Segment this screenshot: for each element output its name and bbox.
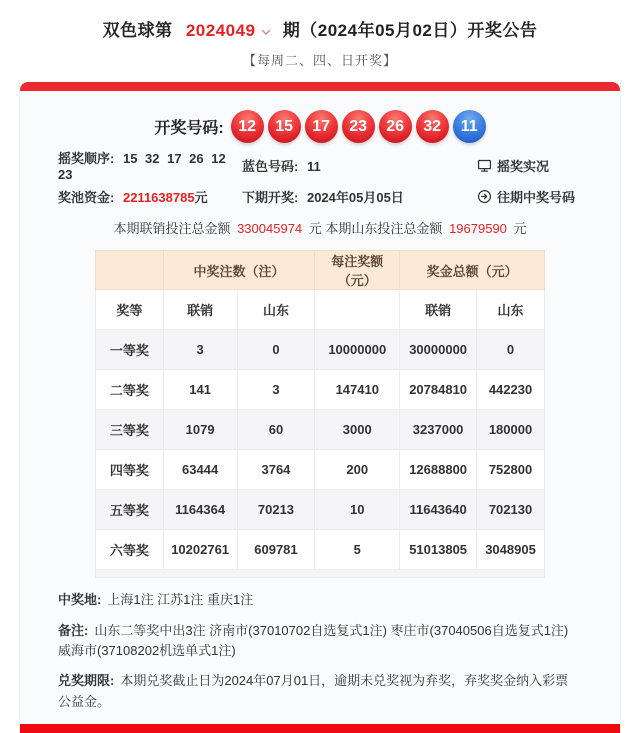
cell-total-national: 20784810 [400,370,477,410]
shake-order-label: 摇奖顺序: [58,151,115,166]
sub-header-shandong2: 山东 [477,290,545,330]
cell-total-shandong: 702130 [477,490,545,530]
winning-numbers-label: 开奖号码: [154,120,224,137]
cell-per-prize: 3000 [315,410,400,450]
prize-table [95,250,545,578]
monitor-icon [477,158,492,173]
shandong-sales-amount: 19679590 [449,221,507,236]
blue-number [242,156,477,175]
table-row [96,490,545,530]
cell-level: 二等奖 [96,370,164,410]
cell-total-shandong: 752800 [477,450,545,490]
cell-count-shandong: 3764 [237,450,315,490]
table-footer-strip [96,570,545,578]
blue-number-label: 蓝色号码: [242,158,299,174]
deadline-value: 本期兑奖截止日为2024年07月01日，逾期未兑奖视为弃奖，弃奖奖金纳入彩票公益金。 [58,673,569,709]
red-ball: 15 [268,110,301,143]
sub-header-shandong: 山东 [237,290,315,330]
cell-total-national: 3237000 [400,410,477,450]
live-draw-label: 摇奖实况 [497,158,550,174]
cell-total-shandong: 442230 [477,370,545,410]
shake-order [58,148,242,182]
winning-places-note [20,590,620,610]
table-group-header-row [96,251,545,290]
sub-header-empty [315,290,400,330]
history-numbers-label: 往期中奖号码 [497,189,576,205]
deadline-label: 兑奖期限: [58,673,115,689]
cell-count-national: 10202761 [163,530,237,570]
group-header-counts: 中奖注数（注） [163,251,315,290]
cell-count-national: 3 [163,330,237,370]
sales-totals-line [20,218,620,237]
announcement-panel [19,82,621,733]
prize-pool [58,187,242,206]
deadline-note [20,671,620,723]
cell-count-shandong: 3 [237,370,315,410]
cell-total-shandong: 0 [477,330,545,370]
remark-note [20,621,620,661]
prize-pool-amount: 2211638785 [122,189,195,205]
sub-header-national: 联销 [163,290,237,330]
group-header-per-prize: 每注奖额（元） [315,251,400,290]
prize-pool-unit: 元 [194,189,208,205]
shandong-sales-unit: 元 [513,221,527,236]
winning-places-label: 中奖地: [58,592,102,607]
table-row [96,330,545,370]
chevron-down-icon [260,26,272,38]
national-sales-amount: 330045974 [237,221,303,236]
red-ball: 26 [379,110,412,143]
winning-places-value: 上海1注 江苏1注 重庆1注 [107,592,254,607]
group-header-totals: 奖金总额（元） [400,251,545,290]
next-draw [242,187,477,206]
cell-count-shandong: 609781 [237,530,315,570]
cell-total-national: 30000000 [400,330,477,370]
table-row [96,410,545,450]
cell-level: 五等奖 [96,490,164,530]
cell-level: 四等奖 [96,450,164,490]
cell-level: 六等奖 [96,530,164,570]
arrow-right-circle-icon [477,189,492,204]
cell-level: 三等奖 [96,410,164,450]
next-draw-label: 下期开奖: [242,189,299,205]
ball-list [231,110,486,143]
info-row-2 [20,186,620,206]
remark-label: 备注: [58,623,89,639]
live-draw-link[interactable] [477,156,549,175]
blue-ball: 11 [453,110,486,143]
remark-value: 山东二等奖中出3注 济南市(37010702自选复式1注) 枣庄市(37040506自选复式1注) 威海市(37108202机选单式1注) [58,623,569,659]
cell-total-shandong: 180000 [477,410,545,450]
group-header-empty [96,251,164,290]
prize-pool-label: 奖池资金: [58,189,115,205]
info-row-1 [20,151,620,182]
cell-count-national: 63444 [163,450,237,490]
cell-per-prize: 10000000 [315,330,400,370]
cell-total-national: 11643640 [400,490,477,530]
cell-count-national: 141 [163,370,237,410]
winning-numbers-row [20,91,620,143]
red-ball: 32 [416,110,449,143]
shandong-sales-label: 本期山东投注总金额 [325,221,443,236]
issue-dropdown[interactable] [178,21,278,41]
page-title [0,16,640,41]
national-sales-unit: 元 [308,221,322,236]
title-suffix: 期（2024年05月02日）开奖公告 [282,21,538,40]
sub-header-national2: 联销 [400,290,477,330]
cell-level: 一等奖 [96,330,164,370]
cell-per-prize: 147410 [315,370,400,410]
issue-number: 2024049 [185,21,256,40]
cell-per-prize: 10 [315,490,400,530]
cell-count-national: 1079 [163,410,237,450]
cell-total-national: 51013805 [400,530,477,570]
draw-schedule-subtitle: 【每周二、四、日开奖】 [242,53,397,68]
national-sales-label: 本期联销投注总金额 [113,221,231,236]
title-prefix: 双色球第 [102,21,173,40]
table-row [96,370,545,410]
panel-top-red-bar [20,82,620,91]
red-ball: 17 [305,110,338,143]
cell-count-national: 1164364 [163,490,237,530]
cell-per-prize: 200 [315,450,400,490]
cell-total-shandong: 3048905 [477,530,545,570]
cell-count-shandong: 0 [237,330,315,370]
next-draw-date: 2024年05月05日 [306,189,404,205]
cell-per-prize: 5 [315,530,400,570]
blue-number-value: 11 [306,158,321,174]
cell-count-shandong: 70213 [237,490,315,530]
sub-header-level: 奖等 [96,290,164,330]
history-numbers-link[interactable] [477,187,575,206]
table-row [96,450,545,490]
red-ball: 12 [231,110,264,143]
panel-bottom-red-bar [20,724,620,733]
cell-total-national: 12688800 [400,450,477,490]
table-sub-header-row [96,290,545,330]
cell-count-shandong: 60 [237,410,315,450]
shake-order-value: 15 32 17 26 12 23 [58,151,226,182]
red-ball: 23 [342,110,375,143]
table-row [96,530,545,570]
